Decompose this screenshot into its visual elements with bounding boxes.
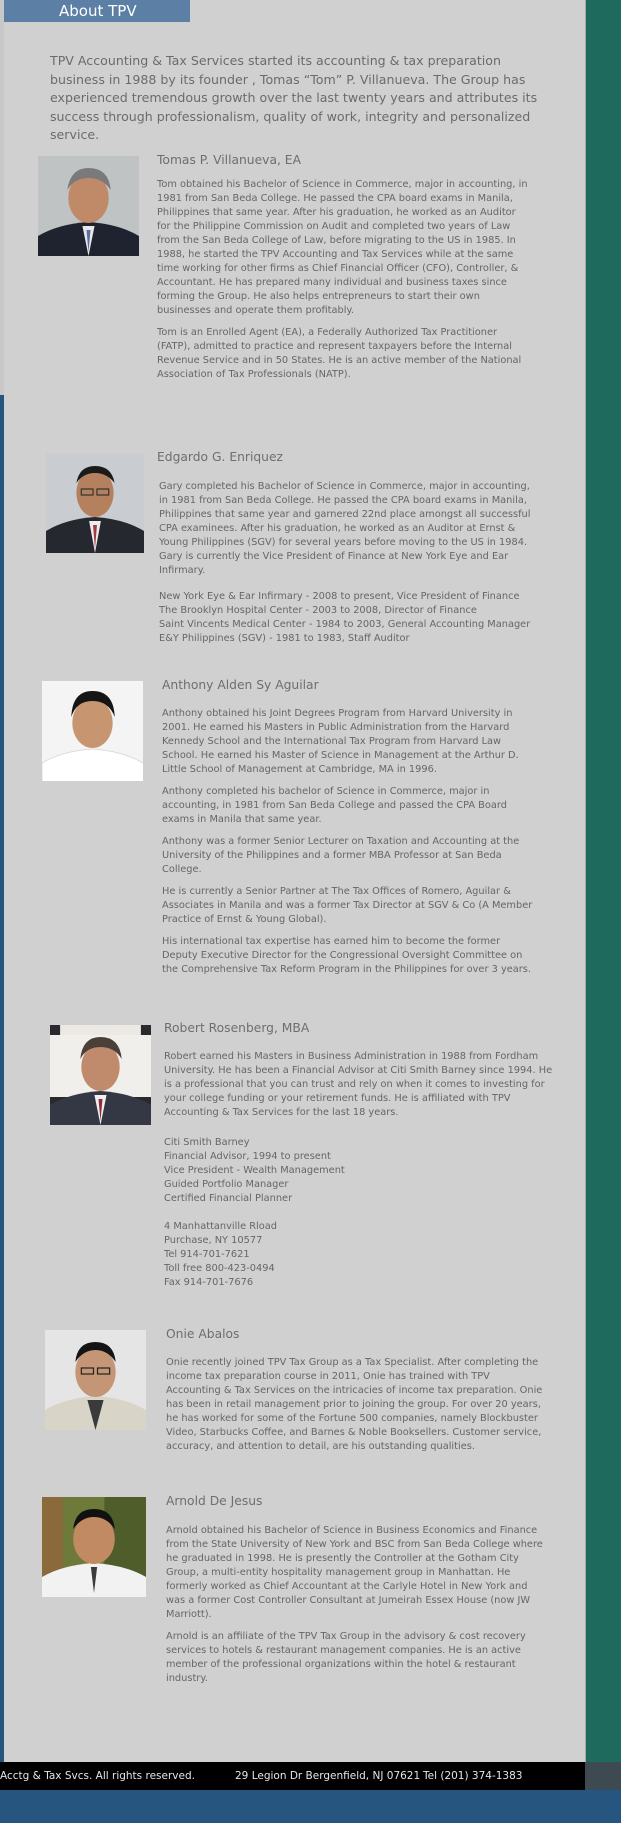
bio-paragraph: Arnold obtained his Bachelor of Science in Business Economics and Finance from the State University of New York and BSC from San Beda College where he graduated in 1998. He is presently the Controller at the Gotham City Group, a multi-entity hospitality management group in Manhattan. He formerly worked as Chief Accountant at the Carlyle Hotel in New York and was a former Cost Controller Consultant at Jumeirah Essex House (now JW Marriott). [166, 1525, 543, 1620]
career-line: New York Eye & Ear Infirmary - 2008 to present, Vice President of Finance [159, 591, 520, 602]
career-line: Vice President - Wealth Management [164, 1165, 345, 1176]
career-line: The Brooklyn Hospital Center - 2003 to 2008, Director of Finance [159, 605, 477, 616]
person-bio [164, 1050, 559, 1290]
bottom-bar [0, 1790, 621, 1823]
page-title: About TPV [59, 2, 137, 20]
photo-edgardo-enriquez [46, 453, 144, 553]
bio-paragraph: Anthony completed his bachelor of Science in Commerce, major in accounting, in 1981 from San Beda College and passed the CPA Board exams in Manila that same year. [162, 786, 507, 825]
bio-paragraph: He is currently a Senior Partner at The Tax Offices of Romero, Aguilar & Associates in Manila and was a former Tax Director at SGV & Co (A Member Practice of Ernst & Young Global). [162, 886, 533, 925]
bio-paragraph: Tom is an Enrolled Agent (EA), a Federally Authorized Tax Practitioner (FATP), admitted to practice and represent taxpayers before the Internal Revenue Service and in 50 States. He is an active member of the National Association of Tax Professionals (NATP). [157, 327, 522, 380]
bio-paragraph: Anthony obtained his Joint Degrees Program from Harvard University in 2001. He earned his Masters in Public Administration from the Harvard Kennedy School and the International Tax Program from Harvard Law School. He earned his Master of Science in Management at the Arthur D. Little School of Management at Cambridge, MA in 1996. [162, 708, 519, 775]
photo-anthony-aguilar [42, 681, 143, 781]
person-name: Tomas P. Villanueva, EA [157, 153, 301, 167]
career-list [159, 590, 534, 646]
page-title-tab [4, 0, 190, 22]
person-name: Robert Rosenberg, MBA [164, 1021, 310, 1035]
bio-paragraph: Arnold is an affiliate of the TPV Tax Group in the advisory & cost recovery services to hotels & restaurant management companies. He is an active member of the professional organizations within the hotel & restaurant industry. [166, 1631, 526, 1684]
person-bio [162, 707, 537, 985]
address-line: Toll free 800-423-0494 [164, 1263, 275, 1274]
bio-paragraph: Onie recently joined TPV Tax Group as a Tax Specialist. After completing the income tax preparation course in 2011, Onie has trained with TPV Accounting & Tax Services on the intricacies of income tax preparation. Onie has been in retail management prior to joining the group. For over 20 years, he has worked for some of the Fortune 500 companies, namely Blockbuster Video, Starbucks Coffee, and Barnes & Noble Booksellers. Customer service, accuracy, and attention to detail, are his outstanding qualities. [166, 1357, 543, 1452]
bio-paragraph: Tom obtained his Bachelor of Science in Commerce, major in accounting, in 1981 from San Beda College. He passed the CPA board exams in Manila, Philippines that same year. After his graduation, he worked as an Auditor for the Philippine Commission on Audit and completed two years of Law from the San Beda College of Law, before migrating to the US in 1985. In 1988, he started the TPV Accounting and Tax Services while at the same time working for other firms as Chief Financial Officer (CFO), Controller, & Accountant. He has prepared many individual and business taxes since forming the Group. He also helps entrepreneurs to start their own businesses and operate them profitably. [157, 179, 528, 316]
panel-right-border [585, 0, 586, 1762]
photo-tomas-villanueva [38, 156, 139, 256]
photo-onie-abalos [45, 1330, 146, 1430]
person-name: Anthony Alden Sy Aguilar [162, 678, 319, 692]
person-bio [166, 1524, 546, 1694]
bio-paragraph: Gary completed his Bachelor of Science in Commerce, major in accounting, in 1981 from San Beda College. He passed the CPA board exams in Manila, Philippines that same year and garnered 22nd place amongst all successful CPA examinees. After his graduation, he worked as an Auditor at Ernst & Young Philippines (SGV) for several years before moving to the US in 1984. Gary is currently the Vice President of Finance at New York Eye and Ear Infirmary. [159, 481, 531, 576]
address-line: Tel 914-701-7621 [164, 1249, 250, 1260]
career-line: Citi Smith Barney [164, 1137, 250, 1148]
address-line: Purchase, NY 10577 [164, 1235, 263, 1246]
address-line: Fax 914-701-7676 [164, 1277, 254, 1288]
person-name: Arnold De Jesus [166, 1494, 263, 1508]
footer-copyright: Acctg & Tax Svcs. All rights reserved. [0, 1770, 195, 1782]
content-panel [4, 0, 585, 1762]
bio-paragraph: Robert earned his Masters in Business Administration in 1988 from Fordham University. He has been a Financial Advisor at Citi Smith Barney since 1994. He is a professional that you can trust and rely on when it comes to investing for your college funding or your retirement funds. He is affiliated with TPV Accounting & Tax Services for the last 18 years. [164, 1051, 553, 1118]
address-line: 4 Manhattanville Rload [164, 1221, 277, 1232]
career-line: Guided Portfolio Manager [164, 1179, 289, 1190]
bio-paragraph: Anthony was a former Senior Lecturer on Taxation and Accounting at the University of the Philippines and a former MBA Professor at San Beda College. [162, 836, 520, 875]
footer-phone: Tel (201) 374-1383 [423, 1770, 523, 1782]
photo-arnold-de-jesus [42, 1497, 146, 1597]
person-bio [157, 178, 532, 390]
career-list [164, 1136, 559, 1206]
person-name: Edgardo G. Enriquez [157, 450, 283, 464]
intro-text: TPV Accounting & Tax Services started its accounting & tax preparation business in 1988 by its founder , Tomas “Tom” P. Villanueva. The Group has experienced tremendous growth over the last twenty years and attributes its success through professionalism, quality of work, integrity and personalized service. [50, 53, 538, 142]
footer [0, 1762, 585, 1790]
person-bio [166, 1356, 546, 1462]
career-line: Saint Vincents Medical Center - 1984 to 2003, General Accounting Manager [159, 619, 531, 630]
footer-side-block [585, 1762, 621, 1790]
photo-robert-rosenberg [50, 1025, 151, 1125]
contact-address [164, 1220, 559, 1290]
bio-paragraph: His international tax expertise has earned him to become the former Deputy Executive Director for the Congressional Oversight Committee on the Comprehensive Tax Reform Program in the Philippines for over 3 years. [162, 936, 532, 975]
career-line: E&Y Philippines (SGV) - 1981 to 1983, Staff Auditor [159, 633, 410, 644]
career-line: Financial Advisor, 1994 to present [164, 1151, 331, 1162]
person-bio [159, 480, 534, 646]
career-line: Certified Financial Planner [164, 1193, 293, 1204]
footer-address: 29 Legion Dr Bergenfield, NJ 07621 [235, 1770, 421, 1782]
person-name: Onie Abalos [166, 1327, 240, 1341]
